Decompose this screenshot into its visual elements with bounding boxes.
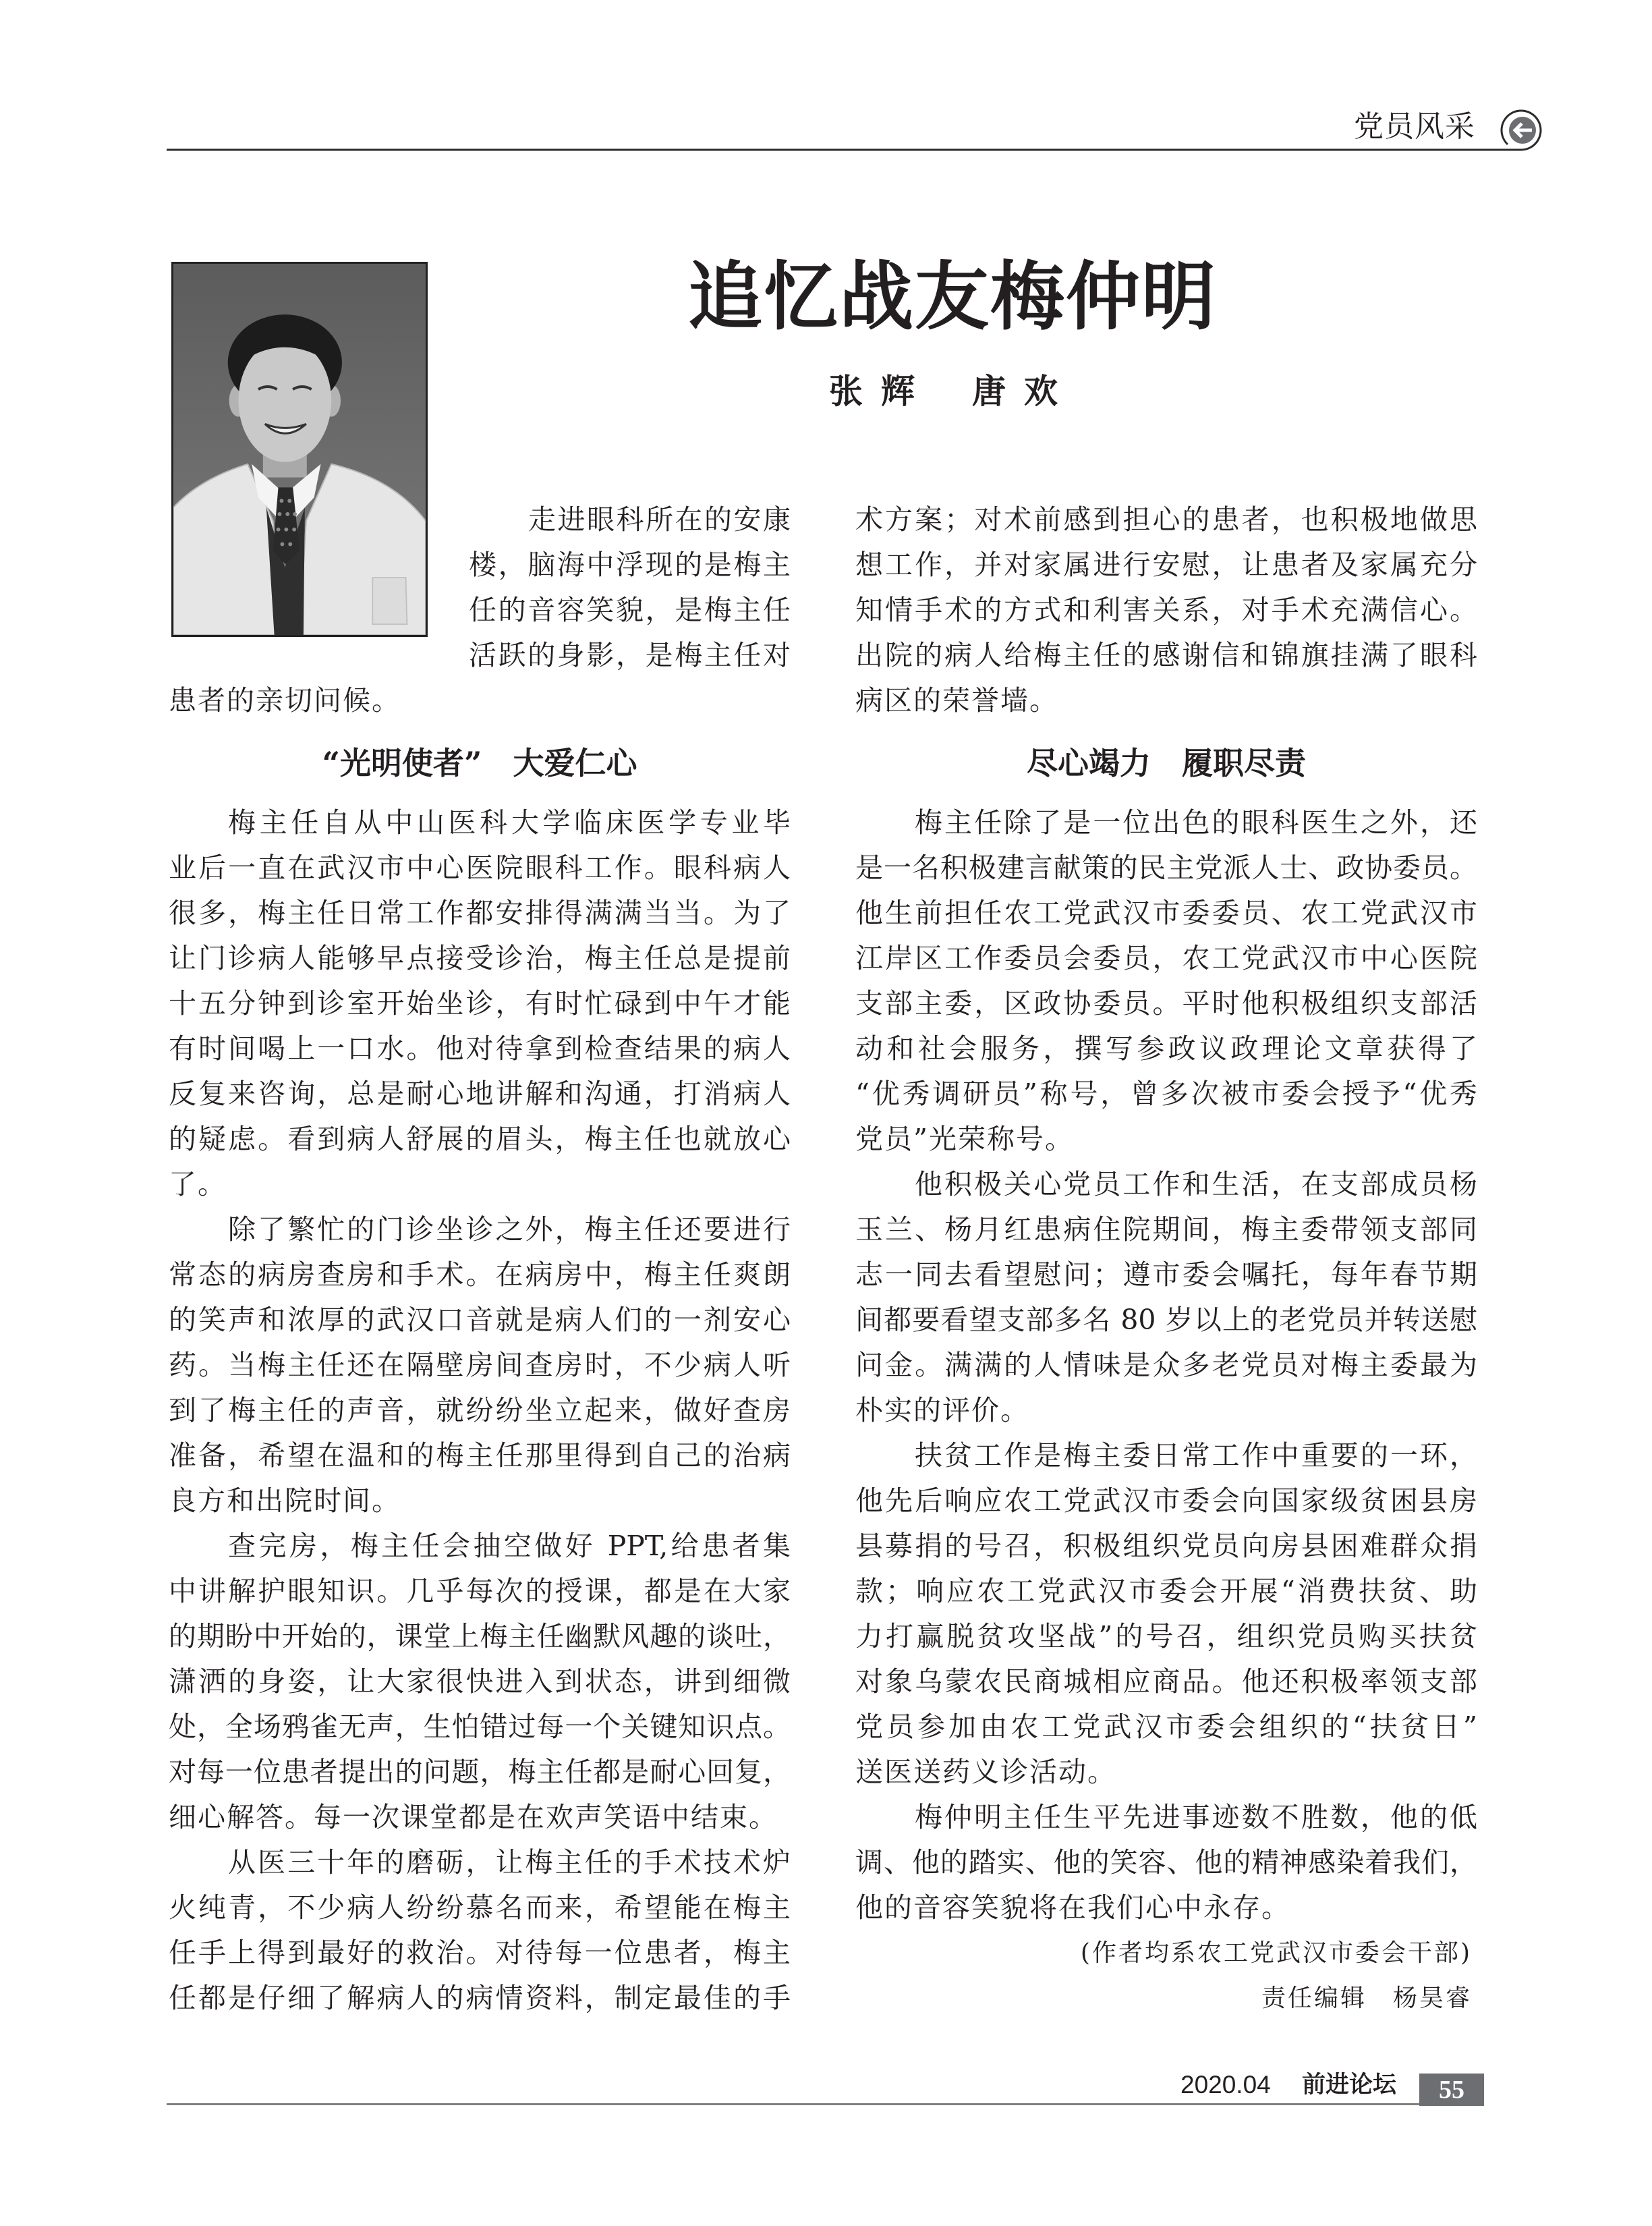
header-rule [167,111,1541,150]
author-name: 唐欢 [972,372,1076,411]
text-line: 党员”光荣称号。 [855,1123,1074,1155]
text-line: 问金。满满的人情味是众多老党员对梅主委最为 [855,1349,1477,1381]
paragraph [169,1840,791,2021]
paragraph [169,1207,791,1524]
paragraph [169,800,791,1207]
article-title: 追忆战友梅仲明 [688,254,1217,340]
text-line: 十五分钟到诊室开始坐诊，有时忙碌到中午才能 [169,987,791,1020]
text-line: 中讲解护眼知识。几乎每次的授课，都是在大家 [169,1575,791,1607]
text-line: 梅仲明主任生平先进事迹数不胜数，他的低 [915,1801,1477,1833]
text-line: 间都要看望支部多名 80 岁以上的老党员并转送慰 [855,1304,1477,1336]
section-title: 党员风采 [1354,109,1475,144]
text-line: 让门诊病人能够早点接受诊治，梅主任总是提前 [169,942,791,974]
arrow-left-circle-icon[interactable] [1509,117,1536,144]
intro-beside-photo [469,497,791,678]
text-line: 火纯青，不少病人纷纷慕名而来，希望能在梅主 [169,1891,791,1924]
text-line: 朴实的评价。 [855,1394,1029,1426]
paragraph [855,800,1477,1162]
text-line: 的笑声和浓厚的武汉口音就是病人们的一剂安心 [169,1304,791,1336]
paragraph [855,1162,1477,1433]
text-line: 细心解答。每一次课堂都是在欢声笑语中结束。 [169,1801,778,1833]
text-line: 常态的病房查房和手术。在病房中，梅主任爽朗 [169,1258,791,1291]
text-line: 患者的亲切问候。 [169,684,401,717]
page-number: 55 [1419,2074,1484,2106]
text-line: 到了梅主任的声音，就纷纷坐立起来，做好查房 [169,1394,791,1426]
text-line: 力打赢脱贫攻坚战”的号召，组织党员购买扶贫 [855,1620,1477,1652]
text-line: 送医送药义诊活动。 [855,1756,1116,1788]
text-line: 楼，脑海中浮现的是梅主 [469,549,791,581]
issue-date: 2020.04 [1180,2071,1271,2098]
text-line: 扶贫工作是梅主委日常工作中重要的一环， [915,1439,1477,1472]
text-line: 志一同去看望慰问；遵市委会嘱托，每年春节期 [855,1258,1477,1291]
text-line: 的期盼中开始的，课堂上梅主任幽默风趣的谈吐， [169,1620,791,1652]
text-line: 对象乌蒙农民商城相应商品。他还积极率领支部 [855,1665,1477,1698]
editor-credit [1261,1976,1472,2021]
intro-end [169,678,791,723]
right-section-heading-wrap [855,741,1477,786]
text-line: 活跃的身影，是梅主任对 [469,639,791,671]
text-line: 任都是仔细了解病人的病情资料，制定最佳的手 [169,1982,791,2014]
text-line: 了。 [169,1168,227,1200]
text-line: 动和社会服务，撰写参政议政理论文章获得了 [855,1032,1477,1065]
text-line: 是一名积极建言献策的民主党派人士、政协委员。 [855,852,1477,884]
text-line: 处，全场鸦雀无声，生怕错过每一个关键知识点。 [169,1710,791,1743]
author-name: 张辉 [829,372,933,411]
text-line: 良方和出院时间。 [169,1484,401,1517]
footer-rule [167,2103,1419,2105]
text-line: 党员参加由农工党武汉市委会组织的“扶贫日” [855,1710,1477,1743]
section-heading: “光明使者” 大爱仁心 [322,745,637,781]
right-column-continued [855,497,1477,723]
text-line: 想工作，并对家属进行安慰，让患者及家属充分 [855,549,1477,581]
text-line: 有时间喝上一口水。他对待拿到检查结果的病人 [169,1032,791,1065]
text-line: 他生前担任农工党武汉市委委员、农工党武汉市 [855,897,1477,929]
text-line: “优秀调研员”称号，曾多次被市委会授予“优秀 [855,1078,1477,1110]
left-section-heading-wrap [169,741,791,786]
publication-name: 前进论坛 [1302,2071,1397,2098]
text-line: 玉兰、杨月红患病住院期间，梅主委带领支部同 [855,1213,1477,1246]
text-line: 他先后响应农工党武汉市委会向国家级贫困县房 [855,1484,1477,1517]
text-line: 他的音容笑貌将在我们心中永存。 [855,1891,1290,1924]
portrait-image [173,264,426,635]
text-line: 县募捐的号召，积极组织党员向房县困难群众捐 [855,1530,1477,1562]
text-line: 调、他的踏实、他的笑容、他的精神感染着我们， [855,1846,1477,1879]
text-line: 款；响应农工党武汉市委会开展“消费扶贫、助 [855,1575,1477,1607]
text-line: 药。当梅主任还在隔壁房间查房时，不少病人听 [169,1349,791,1381]
text-line: 术方案；对术前感到担心的患者，也积极地做思 [855,503,1477,536]
text-line: 从医三十年的磨砺，让梅主任的手术技术炉 [228,1846,791,1879]
text-line: 病区的荣誉墙。 [855,684,1058,717]
text-line: 梅主任自从中山医科大学临床医学专业毕 [228,806,791,839]
text-line: 准备，希望在温和的梅主任那里得到自己的治病 [169,1439,791,1472]
editor-name: 杨昊睿 [1392,1984,1472,2012]
text-line: 支部主委，区政协委员。平时他积极组织支部活 [855,987,1477,1020]
text-line: 查完房，梅主任会抽空做好 PPT,给患者集 [228,1530,791,1562]
text-line: 反复来咨询，总是耐心地讲解和沟通，打消病人 [169,1078,791,1110]
author-affiliation-note: (作者均系农工党武汉市委会干部) [1080,1939,1472,1967]
text-line: 潇洒的身姿，让大家很快进入到状态，讲到细微 [169,1665,791,1698]
text-line: 任手上得到最好的救治。对待每一位患者，梅主 [169,1937,791,1969]
paragraph [855,1433,1477,1795]
article-authors [428,368,1477,415]
text-line: 很多，梅主任日常工作都安排得满满当当。为了 [169,897,791,929]
text-line: 除了繁忙的门诊坐诊之外，梅主任还要进行 [228,1213,791,1246]
text-line: 的疑虑。看到病人舒展的眉头，梅主任也就放心 [169,1123,791,1155]
paragraph [169,1524,791,1840]
text-line: 任的音容笑貌，是梅主任 [469,594,791,626]
text-line: 业后一直在武汉市中心医院眼科工作。眼科病人 [169,852,791,884]
text-line: 对每一位患者提出的问题，梅主任都是耐心回复， [169,1756,791,1788]
text-line: 知情手术的方式和利害关系，对手术充满信心。 [855,594,1477,626]
text-line: 走进眼科所在的安康 [528,503,791,536]
right-column-body [855,800,1477,1930]
portrait-photo [171,262,428,637]
section-heading: 尽心竭力 履职尽责 [1027,745,1306,781]
paragraph [855,1795,1477,1930]
text-line: 梅主任除了是一位出色的眼科医生之外，还 [915,806,1477,839]
text-line: 他积极关心党员工作和生活，在支部成员杨 [915,1168,1477,1200]
text-line: 江岸区工作委员会委员，农工党武汉市中心医院 [855,942,1477,974]
text-line: 出院的病人给梅主任的感谢信和锦旗挂满了眼科 [855,639,1477,671]
editor-label: 责任编辑 [1261,1984,1367,2012]
left-column-body [169,800,791,2021]
